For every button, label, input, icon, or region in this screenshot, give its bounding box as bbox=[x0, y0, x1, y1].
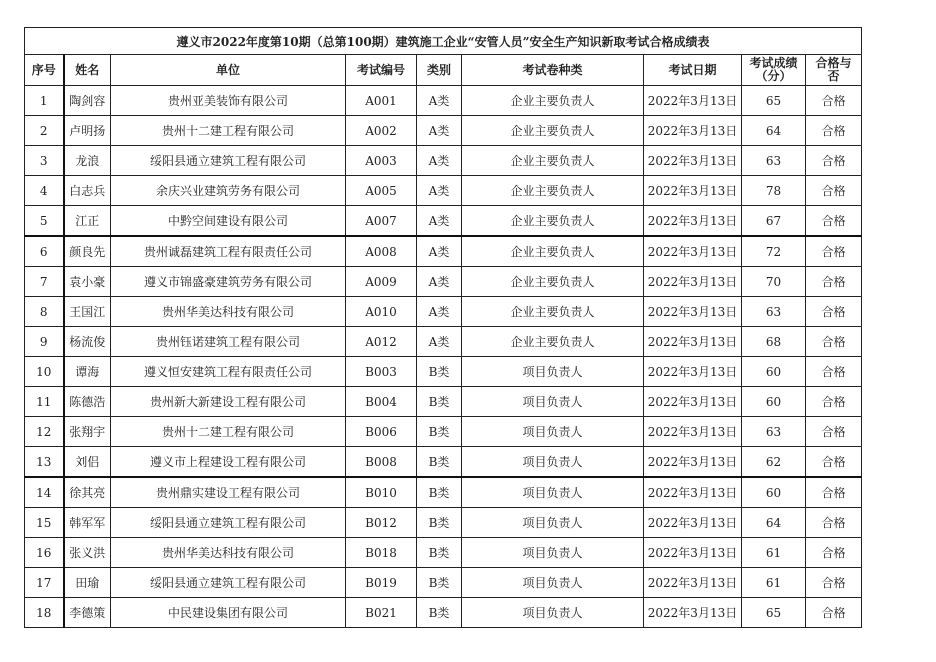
cell-score: 68 bbox=[742, 327, 806, 357]
cell-category: A类 bbox=[417, 297, 462, 327]
cell-name: 刘侣 bbox=[64, 447, 111, 478]
cell-date: 2022年3月13日 bbox=[644, 267, 742, 297]
cell-name: 龙浪 bbox=[64, 146, 111, 176]
table-row bbox=[25, 146, 862, 176]
cell-category: B类 bbox=[417, 387, 462, 417]
cell-date: 2022年3月13日 bbox=[644, 598, 742, 628]
table-row bbox=[25, 477, 862, 508]
cell-name: 李德策 bbox=[64, 598, 111, 628]
cell-date: 2022年3月13日 bbox=[644, 387, 742, 417]
cell-score: 63 bbox=[742, 146, 806, 176]
cell-unit: 贵州华美达科技有限公司 bbox=[111, 297, 346, 327]
cell-paper-type: 企业主要负责人 bbox=[462, 206, 644, 237]
cell-unit: 贵州诚磊建筑工程有限责任公司 bbox=[111, 236, 346, 267]
cell-pass: 合格 bbox=[806, 538, 862, 568]
cell-date: 2022年3月13日 bbox=[644, 568, 742, 598]
cell-seq: 18 bbox=[25, 598, 64, 628]
header-pass-line1: 合格与 bbox=[815, 56, 852, 70]
results-table bbox=[24, 27, 862, 628]
cell-unit: 遵义恒安建筑工程有限责任公司 bbox=[111, 357, 346, 387]
cell-exam-no: B004 bbox=[346, 387, 417, 417]
cell-unit: 绥阳县通立建筑工程有限公司 bbox=[111, 568, 346, 598]
cell-pass: 合格 bbox=[806, 267, 862, 297]
cell-score: 61 bbox=[742, 568, 806, 598]
cell-date: 2022年3月13日 bbox=[644, 146, 742, 176]
cell-seq: 16 bbox=[25, 538, 64, 568]
cell-seq: 1 bbox=[25, 86, 64, 116]
cell-exam-no: B019 bbox=[346, 568, 417, 598]
cell-unit: 贵州钰诺建筑工程有限公司 bbox=[111, 327, 346, 357]
cell-pass: 合格 bbox=[806, 206, 862, 237]
cell-date: 2022年3月13日 bbox=[644, 86, 742, 116]
cell-exam-no: A010 bbox=[346, 297, 417, 327]
cell-seq: 4 bbox=[25, 176, 64, 206]
cell-name: 田瑜 bbox=[64, 568, 111, 598]
cell-exam-no: A007 bbox=[346, 206, 417, 237]
cell-exam-no: B021 bbox=[346, 598, 417, 628]
cell-score: 72 bbox=[742, 236, 806, 267]
cell-date: 2022年3月13日 bbox=[644, 447, 742, 478]
table-row bbox=[25, 206, 862, 237]
table-row bbox=[25, 598, 862, 628]
cell-score: 67 bbox=[742, 206, 806, 237]
header-date: 考试日期 bbox=[644, 55, 742, 86]
cell-category: B类 bbox=[417, 508, 462, 538]
cell-exam-no: B018 bbox=[346, 538, 417, 568]
header-score-line2: （分） bbox=[755, 69, 792, 83]
cell-pass: 合格 bbox=[806, 568, 862, 598]
cell-score: 65 bbox=[742, 86, 806, 116]
table-row bbox=[25, 116, 862, 146]
table-row bbox=[25, 417, 862, 447]
cell-exam-no: A002 bbox=[346, 116, 417, 146]
table-row bbox=[25, 447, 862, 478]
cell-exam-no: B008 bbox=[346, 447, 417, 478]
cell-exam-no: B003 bbox=[346, 357, 417, 387]
cell-exam-no: A008 bbox=[346, 236, 417, 267]
cell-paper-type: 项目负责人 bbox=[462, 357, 644, 387]
cell-exam-no: A003 bbox=[346, 146, 417, 176]
cell-paper-type: 企业主要负责人 bbox=[462, 116, 644, 146]
cell-date: 2022年3月13日 bbox=[644, 236, 742, 267]
cell-unit: 贵州亚美装饰有限公司 bbox=[111, 86, 346, 116]
cell-paper-type: 项目负责人 bbox=[462, 538, 644, 568]
table-row bbox=[25, 508, 862, 538]
cell-category: A类 bbox=[417, 206, 462, 237]
cell-seq: 5 bbox=[25, 206, 64, 237]
cell-date: 2022年3月13日 bbox=[644, 508, 742, 538]
cell-unit: 余庆兴业建筑劳务有限公司 bbox=[111, 176, 346, 206]
cell-unit: 贵州新大新建设工程有限公司 bbox=[111, 387, 346, 417]
cell-pass: 合格 bbox=[806, 176, 862, 206]
cell-score: 60 bbox=[742, 387, 806, 417]
cell-date: 2022年3月13日 bbox=[644, 116, 742, 146]
cell-pass: 合格 bbox=[806, 387, 862, 417]
table-row bbox=[25, 236, 862, 267]
cell-name: 白志兵 bbox=[64, 176, 111, 206]
cell-pass: 合格 bbox=[806, 357, 862, 387]
cell-category: B类 bbox=[417, 568, 462, 598]
cell-category: A类 bbox=[417, 267, 462, 297]
cell-category: B类 bbox=[417, 357, 462, 387]
cell-seq: 11 bbox=[25, 387, 64, 417]
header-row bbox=[25, 55, 862, 86]
cell-pass: 合格 bbox=[806, 86, 862, 116]
header-category: 类别 bbox=[417, 55, 462, 86]
cell-exam-no: B010 bbox=[346, 477, 417, 508]
cell-paper-type: 企业主要负责人 bbox=[462, 297, 644, 327]
cell-seq: 6 bbox=[25, 236, 64, 267]
cell-pass: 合格 bbox=[806, 146, 862, 176]
cell-paper-type: 企业主要负责人 bbox=[462, 327, 644, 357]
cell-score: 64 bbox=[742, 116, 806, 146]
cell-name: 韩军军 bbox=[64, 508, 111, 538]
cell-category: A类 bbox=[417, 116, 462, 146]
cell-score: 64 bbox=[742, 508, 806, 538]
table-title: 遵义市2022年度第10期（总第100期）建筑施工企业“安管人员”安全生产知识新取考试合格成绩表 bbox=[25, 28, 862, 55]
cell-seq: 12 bbox=[25, 417, 64, 447]
cell-pass: 合格 bbox=[806, 447, 862, 478]
cell-name: 袁小豪 bbox=[64, 267, 111, 297]
cell-unit: 绥阳县通立建筑工程有限公司 bbox=[111, 508, 346, 538]
cell-date: 2022年3月13日 bbox=[644, 176, 742, 206]
cell-date: 2022年3月13日 bbox=[644, 327, 742, 357]
cell-name: 卢明扬 bbox=[64, 116, 111, 146]
header-score-line1: 考试成绩 bbox=[749, 56, 798, 70]
header-seq: 序号 bbox=[25, 55, 64, 86]
cell-date: 2022年3月13日 bbox=[644, 538, 742, 568]
header-pass bbox=[806, 55, 862, 86]
header-score bbox=[742, 55, 806, 86]
table-row bbox=[25, 267, 862, 297]
cell-score: 70 bbox=[742, 267, 806, 297]
cell-name: 张义洪 bbox=[64, 538, 111, 568]
cell-score: 60 bbox=[742, 357, 806, 387]
cell-category: B类 bbox=[417, 417, 462, 447]
cell-name: 颜良先 bbox=[64, 236, 111, 267]
cell-score: 63 bbox=[742, 417, 806, 447]
cell-unit: 遵义市锦盛豪建筑劳务有限公司 bbox=[111, 267, 346, 297]
cell-date: 2022年3月13日 bbox=[644, 206, 742, 237]
cell-seq: 13 bbox=[25, 447, 64, 478]
cell-date: 2022年3月13日 bbox=[644, 357, 742, 387]
header-name: 姓名 bbox=[64, 55, 111, 86]
cell-seq: 8 bbox=[25, 297, 64, 327]
cell-unit: 遵义市上程建设工程有限公司 bbox=[111, 447, 346, 478]
cell-seq: 7 bbox=[25, 267, 64, 297]
cell-seq: 9 bbox=[25, 327, 64, 357]
cell-date: 2022年3月13日 bbox=[644, 417, 742, 447]
cell-score: 61 bbox=[742, 538, 806, 568]
cell-category: B类 bbox=[417, 598, 462, 628]
cell-paper-type: 项目负责人 bbox=[462, 447, 644, 478]
cell-category: B类 bbox=[417, 447, 462, 478]
header-unit: 单位 bbox=[111, 55, 346, 86]
cell-pass: 合格 bbox=[806, 116, 862, 146]
cell-name: 王国江 bbox=[64, 297, 111, 327]
cell-category: B类 bbox=[417, 538, 462, 568]
cell-exam-no: A001 bbox=[346, 86, 417, 116]
cell-exam-no: A005 bbox=[346, 176, 417, 206]
cell-unit: 中黔空间建设有限公司 bbox=[111, 206, 346, 237]
cell-seq: 14 bbox=[25, 477, 64, 508]
cell-exam-no: B012 bbox=[346, 508, 417, 538]
cell-paper-type: 企业主要负责人 bbox=[462, 236, 644, 267]
table-row bbox=[25, 538, 862, 568]
header-paper-type: 考试卷种类 bbox=[462, 55, 644, 86]
cell-name: 张翔宇 bbox=[64, 417, 111, 447]
cell-name: 谭海 bbox=[64, 357, 111, 387]
cell-exam-no: A012 bbox=[346, 327, 417, 357]
cell-seq: 17 bbox=[25, 568, 64, 598]
cell-paper-type: 项目负责人 bbox=[462, 417, 644, 447]
cell-paper-type: 项目负责人 bbox=[462, 598, 644, 628]
table-row bbox=[25, 387, 862, 417]
cell-seq: 2 bbox=[25, 116, 64, 146]
cell-name: 陈德浩 bbox=[64, 387, 111, 417]
cell-score: 78 bbox=[742, 176, 806, 206]
cell-score: 63 bbox=[742, 297, 806, 327]
cell-date: 2022年3月13日 bbox=[644, 477, 742, 508]
table-row bbox=[25, 176, 862, 206]
cell-date: 2022年3月13日 bbox=[644, 297, 742, 327]
cell-pass: 合格 bbox=[806, 598, 862, 628]
cell-name: 江正 bbox=[64, 206, 111, 237]
cell-exam-no: B006 bbox=[346, 417, 417, 447]
table-row bbox=[25, 357, 862, 387]
cell-score: 62 bbox=[742, 447, 806, 478]
cell-paper-type: 企业主要负责人 bbox=[462, 176, 644, 206]
table-row bbox=[25, 568, 862, 598]
cell-name: 杨流俊 bbox=[64, 327, 111, 357]
cell-unit: 贵州华美达科技有限公司 bbox=[111, 538, 346, 568]
cell-exam-no: A009 bbox=[346, 267, 417, 297]
table-row bbox=[25, 327, 862, 357]
cell-pass: 合格 bbox=[806, 236, 862, 267]
cell-score: 60 bbox=[742, 477, 806, 508]
header-exam-no: 考试编号 bbox=[346, 55, 417, 86]
cell-category: A类 bbox=[417, 327, 462, 357]
cell-pass: 合格 bbox=[806, 297, 862, 327]
cell-pass: 合格 bbox=[806, 477, 862, 508]
cell-category: A类 bbox=[417, 176, 462, 206]
table-row bbox=[25, 86, 862, 116]
cell-unit: 贵州十二建工程有限公司 bbox=[111, 116, 346, 146]
cell-unit: 中民建设集团有限公司 bbox=[111, 598, 346, 628]
cell-category: A类 bbox=[417, 146, 462, 176]
cell-paper-type: 项目负责人 bbox=[462, 508, 644, 538]
cell-paper-type: 项目负责人 bbox=[462, 387, 644, 417]
cell-pass: 合格 bbox=[806, 417, 862, 447]
cell-paper-type: 企业主要负责人 bbox=[462, 86, 644, 116]
cell-score: 65 bbox=[742, 598, 806, 628]
cell-name: 徐其亮 bbox=[64, 477, 111, 508]
cell-seq: 10 bbox=[25, 357, 64, 387]
cell-paper-type: 企业主要负责人 bbox=[462, 146, 644, 176]
cell-unit: 贵州鼎实建设工程有限公司 bbox=[111, 477, 346, 508]
cell-unit: 绥阳县通立建筑工程有限公司 bbox=[111, 146, 346, 176]
cell-unit: 贵州十二建工程有限公司 bbox=[111, 417, 346, 447]
cell-paper-type: 项目负责人 bbox=[462, 477, 644, 508]
cell-category: A类 bbox=[417, 86, 462, 116]
cell-name: 陶剑容 bbox=[64, 86, 111, 116]
cell-paper-type: 项目负责人 bbox=[462, 568, 644, 598]
cell-category: B类 bbox=[417, 477, 462, 508]
cell-paper-type: 企业主要负责人 bbox=[462, 267, 644, 297]
cell-pass: 合格 bbox=[806, 327, 862, 357]
cell-seq: 15 bbox=[25, 508, 64, 538]
cell-category: A类 bbox=[417, 236, 462, 267]
header-pass-line2: 否 bbox=[827, 69, 840, 83]
cell-seq: 3 bbox=[25, 146, 64, 176]
table-row bbox=[25, 297, 862, 327]
cell-pass: 合格 bbox=[806, 508, 862, 538]
